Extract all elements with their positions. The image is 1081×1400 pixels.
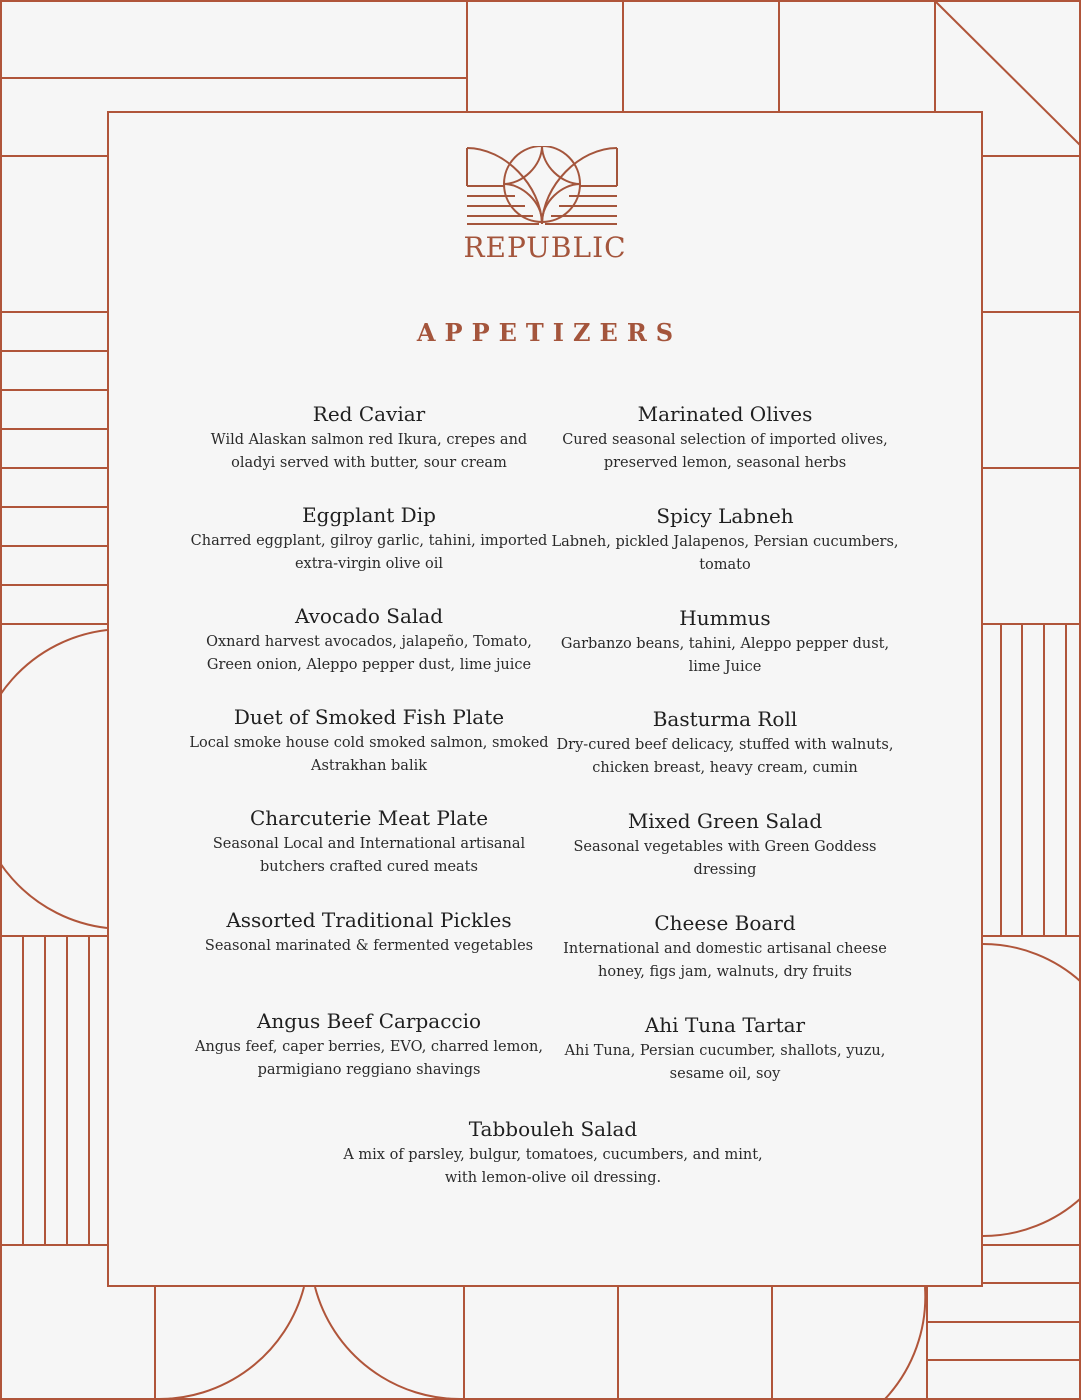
menu-item-description: Dry-cured beef delicacy, stuffed with walnuts, chicken breast, heavy cream, cumin (556, 737, 894, 776)
menu-item-description: Wild Alaskan salmon red Ikura, crepes and oladyi served with butter, sour cream (210, 432, 528, 471)
menu-item (545, 910, 905, 983)
menu-item (189, 1008, 549, 1081)
section-title: APPETIZERS (416, 318, 683, 347)
menu-item (545, 706, 905, 779)
menu-item (545, 808, 905, 881)
menu-item-description: Cured seasonal selection of imported olives, preserved lemon, seasonal herbs (562, 432, 888, 471)
menu-item-name: Charcuterie Meat Plate (249, 806, 489, 830)
menu-item (545, 503, 905, 576)
menu-item (189, 704, 549, 777)
menu-item (545, 1012, 905, 1085)
menu-item-description: Oxnard harvest avocados, jalapeño, Tomato, Green onion, Aleppo pepper dust, lime juice (206, 634, 532, 673)
menu-item-name: Basturma Roll (652, 707, 798, 731)
menu-item-name: Cheese Board (654, 911, 796, 935)
menu-item-name: Tabbouleh Salad (468, 1117, 638, 1141)
menu-item (545, 605, 905, 678)
menu-item-name: Angus Beef Carpaccio (256, 1009, 482, 1033)
menu-item-name: Spicy Labneh (656, 504, 794, 528)
menu-item (189, 907, 549, 958)
menu-item-description: Seasonal vegetables with Green Goddess dressing (573, 839, 877, 878)
menu-item-description: International and domestic artisanal cheese honey, figs jam, walnuts, dry fruits (563, 941, 887, 980)
menu-item (545, 401, 905, 474)
menu-item-name: Ahi Tuna Tartar (644, 1013, 806, 1037)
menu-item-description: Charred eggplant, gilroy garlic, tahini, imported extra-virgin olive oil (190, 533, 548, 572)
menu-item (189, 603, 549, 676)
menu-item-name: Eggplant Dip (302, 503, 436, 527)
menu-item (189, 502, 549, 575)
menu-item (343, 1116, 763, 1189)
menu-item-description: Local smoke house cold smoked salmon, smoked Astrakhan balik (189, 735, 549, 774)
menu-item-name: Assorted Traditional Pickles (226, 908, 512, 932)
republic-logo-icon (465, 146, 619, 226)
menu-item-name: Red Caviar (312, 402, 426, 426)
menu-item-description: A mix of parsley, bulgur, tomatoes, cucumbers, and mint, with lemon-olive oil dressing. (343, 1147, 763, 1186)
menu-item-description: Seasonal marinated & fermented vegetables (204, 938, 534, 954)
menu-item-name: Avocado Salad (294, 604, 444, 628)
menu-item-description: Angus feef, caper berries, EVO, charred lemon, parmigiano reggiano shavings (195, 1039, 543, 1078)
menu-item-name: Mixed Green Salad (627, 809, 823, 833)
menu-item (189, 805, 549, 878)
menu-item-description: Ahi Tuna, Persian cucumber, shallots, yuzu, sesame oil, soy (564, 1043, 886, 1082)
menu-item (189, 401, 549, 474)
menu-item-name: Duet of Smoked Fish Plate (233, 705, 505, 729)
menu-item-name: Hummus (679, 606, 771, 630)
menu-item-description: Garbanzo beans, tahini, Aleppo pepper dust, lime Juice (560, 636, 890, 675)
menu-item-name: Marinated Olives (637, 402, 813, 426)
menu-item-description: Labneh, pickled Jalapenos, Persian cucumbers, tomato (551, 534, 899, 573)
menu-item-description: Seasonal Local and International artisanal butchers crafted cured meats (212, 836, 526, 875)
brand-name: REPUBLIC (463, 231, 627, 264)
menu-card (107, 111, 983, 1287)
